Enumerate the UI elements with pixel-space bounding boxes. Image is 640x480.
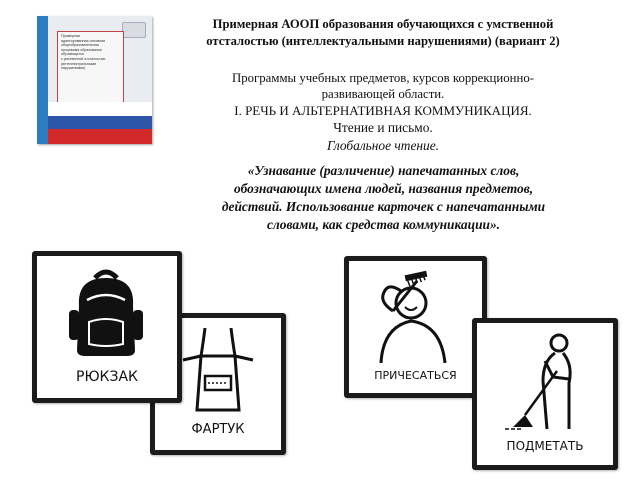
program-block — [178, 70, 588, 155]
cover-emblem — [122, 22, 146, 38]
card-label-comb-hair: ПРИЧЕСАТЬСЯ — [374, 369, 457, 382]
book-cover-image — [37, 16, 152, 144]
quote-line-3: действий. Использование карточек с напечатанными — [221, 199, 546, 214]
topic-heading: Глобальное чтение. — [326, 138, 440, 153]
sweep-icon — [503, 331, 593, 431]
subsection-heading: Чтение и письмо. — [333, 120, 433, 135]
cover-flag-red — [48, 129, 152, 144]
quote-line-1: «Узнавание (различение) напечатанных слов, — [247, 163, 520, 178]
program-line-2: развивающей области. — [321, 87, 445, 101]
page-title — [178, 16, 588, 50]
apron-icon — [175, 324, 261, 412]
quote-text — [186, 162, 581, 234]
cover-flag-blue — [48, 116, 152, 129]
word-card-backpack — [32, 251, 182, 403]
cover-flag-white — [48, 102, 152, 116]
card-label-apron: ФАРТУК — [191, 422, 245, 437]
backpack-icon — [65, 266, 147, 358]
card-label-backpack: РЮКЗАК — [76, 369, 138, 385]
title-line-1: Примерная АООП образования обучающихся с умственной — [212, 17, 554, 31]
word-card-sweep — [472, 318, 618, 470]
word-card-comb-hair — [344, 256, 487, 398]
section-heading: I. РЕЧЬ И АЛЬТЕРНАТИВНАЯ КОММУНИКАЦИЯ. — [234, 103, 532, 118]
cover-side-stripe — [37, 16, 48, 144]
comb-hair-icon — [361, 267, 465, 363]
quote-line-2: обозначающих имена людей, названия предметов, — [233, 181, 534, 196]
cover-title-box: Примерная адаптированная основная общеобразовательная программа образования обучающихся с умственной отсталостью (интеллектуальными нарушениями) — [57, 31, 124, 103]
program-line-1: Программы учебных предметов, курсов коррекционно- — [231, 71, 534, 85]
card-label-sweep: ПОДМЕТАТЬ — [506, 439, 584, 453]
title-line-2: отсталостью (интеллектуальными нарушениями) (вариант 2) — [206, 34, 560, 48]
quote-line-4: словами, как средства коммуникации». — [266, 217, 501, 232]
